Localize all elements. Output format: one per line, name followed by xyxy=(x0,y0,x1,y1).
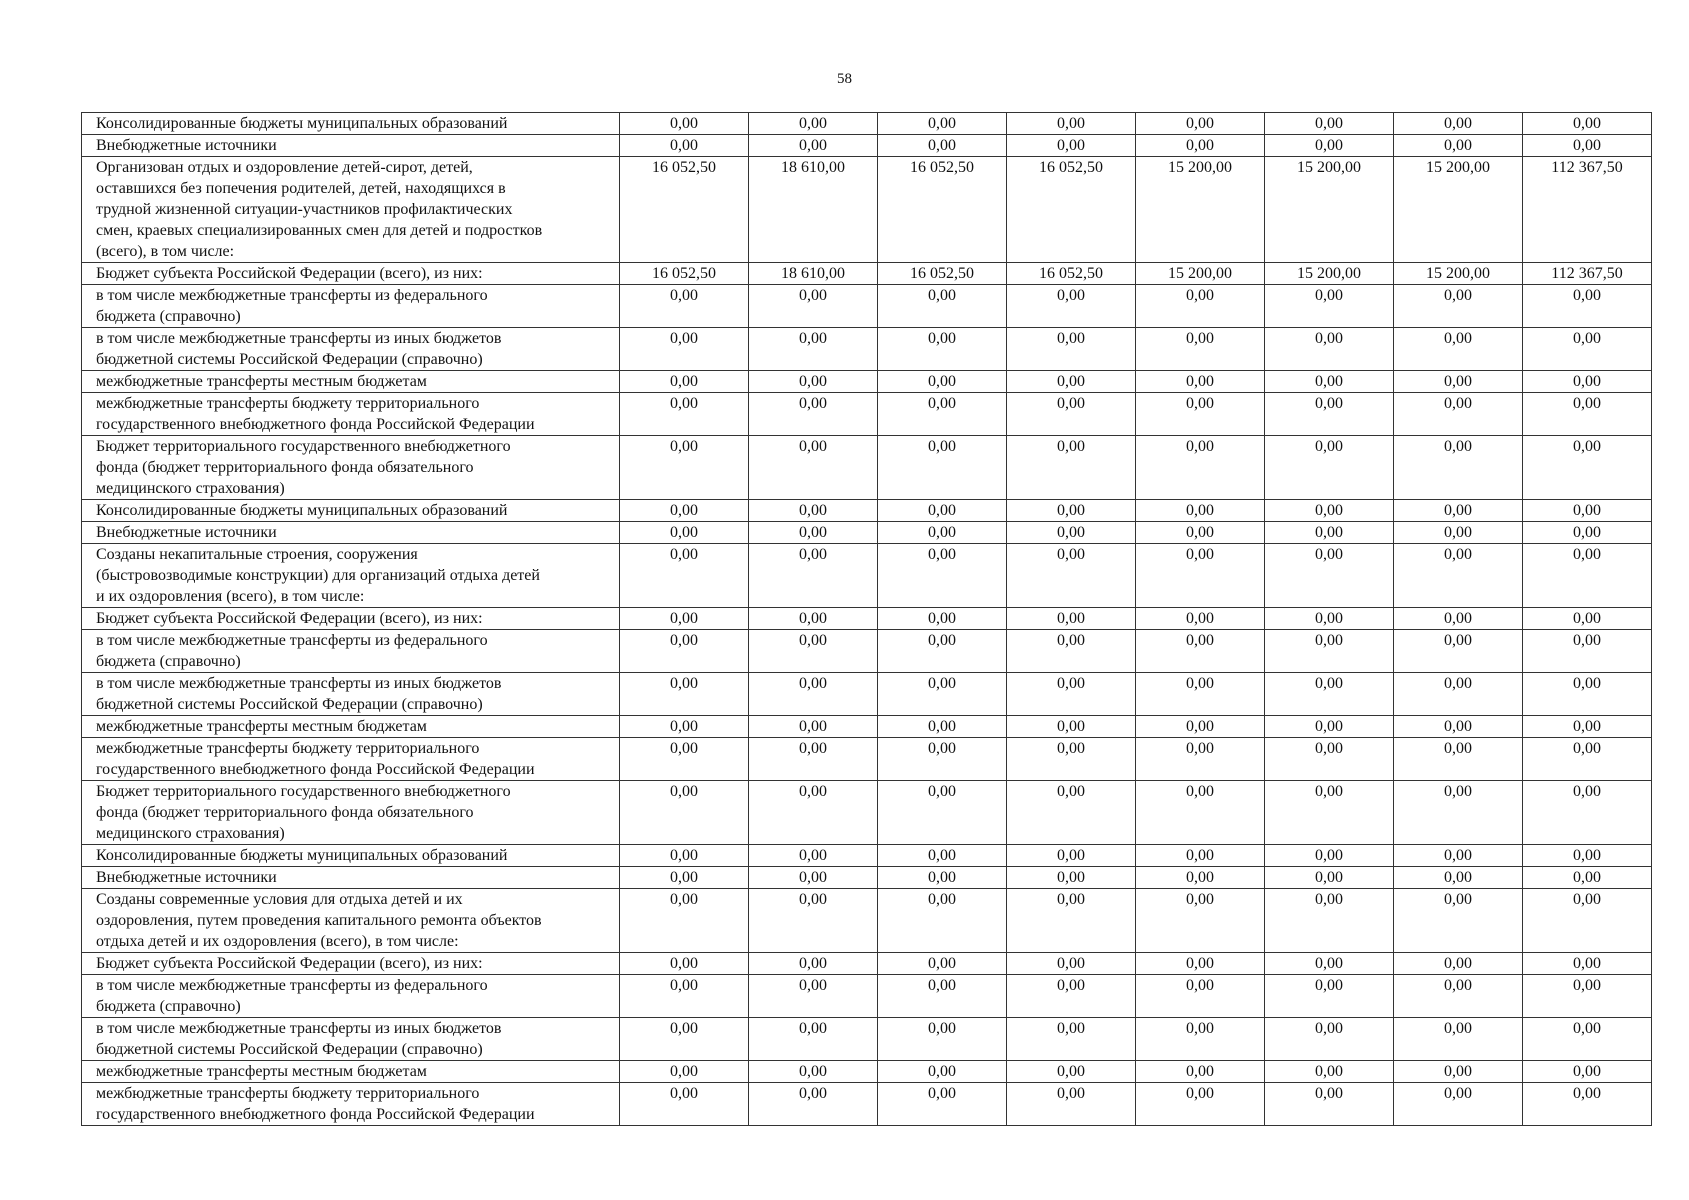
row-value: 0,00 xyxy=(1136,371,1265,393)
row-value: 0,00 xyxy=(1136,113,1265,135)
row-value: 0,00 xyxy=(1007,716,1136,738)
row-label: в том числе межбюджетные трансферты из федерального бюджета (справочно) xyxy=(82,975,620,1018)
row-value: 15 200,00 xyxy=(1394,157,1523,263)
table-row xyxy=(82,371,1652,393)
row-value: 0,00 xyxy=(878,608,1007,630)
row-value: 0,00 xyxy=(620,867,749,889)
row-value: 0,00 xyxy=(620,328,749,371)
row-value: 0,00 xyxy=(1394,436,1523,500)
row-value: 0,00 xyxy=(878,328,1007,371)
row-value: 15 200,00 xyxy=(1265,263,1394,285)
row-value: 0,00 xyxy=(1523,436,1652,500)
table-row xyxy=(82,544,1652,608)
row-label: Консолидированные бюджеты муниципальных образований xyxy=(82,845,620,867)
budget-table-body xyxy=(82,113,1652,1126)
row-value: 18 610,00 xyxy=(749,263,878,285)
table-row xyxy=(82,738,1652,781)
row-value: 0,00 xyxy=(878,1018,1007,1061)
row-value: 0,00 xyxy=(749,716,878,738)
row-value: 0,00 xyxy=(1265,371,1394,393)
row-value: 0,00 xyxy=(1136,135,1265,157)
row-value: 0,00 xyxy=(1523,371,1652,393)
row-value: 0,00 xyxy=(1523,1061,1652,1083)
row-value: 0,00 xyxy=(1523,781,1652,845)
row-value: 0,00 xyxy=(1265,135,1394,157)
row-value: 0,00 xyxy=(749,522,878,544)
row-label: в том числе межбюджетные трансферты из иных бюджетов бюджетной системы Российской Федерации (справочно) xyxy=(82,1018,620,1061)
row-value: 0,00 xyxy=(1007,522,1136,544)
row-value: 0,00 xyxy=(1394,285,1523,328)
row-value: 0,00 xyxy=(1523,845,1652,867)
row-value: 0,00 xyxy=(620,953,749,975)
row-value: 0,00 xyxy=(1523,630,1652,673)
row-value: 15 200,00 xyxy=(1394,263,1523,285)
row-value: 0,00 xyxy=(1394,393,1523,436)
row-value: 0,00 xyxy=(1136,285,1265,328)
row-value: 0,00 xyxy=(878,716,1007,738)
row-value: 0,00 xyxy=(1007,113,1136,135)
row-value: 0,00 xyxy=(620,500,749,522)
table-row xyxy=(82,1018,1652,1061)
row-value: 0,00 xyxy=(1394,135,1523,157)
row-label: в том числе межбюджетные трансферты из иных бюджетов бюджетной системы Российской Федерации (справочно) xyxy=(82,673,620,716)
row-value: 0,00 xyxy=(1265,1061,1394,1083)
row-value: 0,00 xyxy=(1265,630,1394,673)
row-value: 0,00 xyxy=(1523,500,1652,522)
row-value: 0,00 xyxy=(1007,889,1136,953)
row-label: межбюджетные трансферты бюджету территориального государственного внебюджетного фонда Российской Федерации xyxy=(82,1083,620,1126)
row-value: 0,00 xyxy=(620,738,749,781)
table-row xyxy=(82,845,1652,867)
row-value: 0,00 xyxy=(1265,522,1394,544)
row-value: 0,00 xyxy=(620,285,749,328)
row-value: 0,00 xyxy=(1007,781,1136,845)
row-value: 0,00 xyxy=(1136,500,1265,522)
table-row xyxy=(82,393,1652,436)
row-value: 0,00 xyxy=(1136,781,1265,845)
row-value: 0,00 xyxy=(1265,608,1394,630)
row-value: 0,00 xyxy=(620,113,749,135)
table-row xyxy=(82,716,1652,738)
row-value: 0,00 xyxy=(1136,867,1265,889)
row-value: 0,00 xyxy=(1136,393,1265,436)
row-value: 18 610,00 xyxy=(749,157,878,263)
row-value: 0,00 xyxy=(1136,1061,1265,1083)
table-row xyxy=(82,263,1652,285)
row-value: 0,00 xyxy=(1523,393,1652,436)
row-value: 0,00 xyxy=(1265,113,1394,135)
row-value: 0,00 xyxy=(878,1061,1007,1083)
row-label: в том числе межбюджетные трансферты из иных бюджетов бюджетной системы Российской Федерации (справочно) xyxy=(82,328,620,371)
row-value: 16 052,50 xyxy=(878,157,1007,263)
table-row xyxy=(82,608,1652,630)
row-value: 0,00 xyxy=(1265,673,1394,716)
row-value: 0,00 xyxy=(620,608,749,630)
row-value: 0,00 xyxy=(878,544,1007,608)
row-value: 0,00 xyxy=(1523,285,1652,328)
row-value: 0,00 xyxy=(749,1083,878,1126)
table-row xyxy=(82,1083,1652,1126)
row-value: 0,00 xyxy=(1394,781,1523,845)
row-value: 0,00 xyxy=(1394,889,1523,953)
row-value: 0,00 xyxy=(620,371,749,393)
row-value: 0,00 xyxy=(620,522,749,544)
table-row xyxy=(82,630,1652,673)
row-value: 0,00 xyxy=(1136,1018,1265,1061)
row-value: 0,00 xyxy=(620,1018,749,1061)
row-value: 0,00 xyxy=(1265,781,1394,845)
row-value: 0,00 xyxy=(1136,608,1265,630)
row-value: 0,00 xyxy=(620,1061,749,1083)
row-value: 0,00 xyxy=(1136,630,1265,673)
row-value: 0,00 xyxy=(1265,1083,1394,1126)
row-value: 0,00 xyxy=(749,113,878,135)
row-label: Бюджет территориального государственного внебюджетного фонда (бюджет территориального фонда обязательного медицинского страхования) xyxy=(82,436,620,500)
row-value: 0,00 xyxy=(1007,975,1136,1018)
row-value: 0,00 xyxy=(1523,135,1652,157)
row-value: 0,00 xyxy=(1007,328,1136,371)
row-value: 0,00 xyxy=(1136,328,1265,371)
row-value: 0,00 xyxy=(1523,544,1652,608)
row-value: 0,00 xyxy=(1265,393,1394,436)
row-value: 0,00 xyxy=(878,393,1007,436)
row-value: 0,00 xyxy=(878,1083,1007,1126)
row-value: 0,00 xyxy=(1007,393,1136,436)
row-value: 0,00 xyxy=(1265,867,1394,889)
row-label: в том числе межбюджетные трансферты из федерального бюджета (справочно) xyxy=(82,630,620,673)
table-row xyxy=(82,113,1652,135)
row-value: 0,00 xyxy=(1136,436,1265,500)
row-value: 0,00 xyxy=(1265,1018,1394,1061)
row-value: 0,00 xyxy=(749,630,878,673)
row-value: 0,00 xyxy=(1007,500,1136,522)
row-value: 0,00 xyxy=(1136,673,1265,716)
row-value: 112 367,50 xyxy=(1523,157,1652,263)
row-value: 0,00 xyxy=(749,608,878,630)
row-value: 0,00 xyxy=(1523,738,1652,781)
row-value: 0,00 xyxy=(749,1061,878,1083)
row-value: 0,00 xyxy=(1394,1061,1523,1083)
row-value: 0,00 xyxy=(1394,845,1523,867)
row-value: 0,00 xyxy=(1136,1083,1265,1126)
row-value: 16 052,50 xyxy=(1007,157,1136,263)
row-value: 0,00 xyxy=(749,500,878,522)
row-value: 0,00 xyxy=(878,867,1007,889)
row-value: 0,00 xyxy=(1394,500,1523,522)
row-value: 0,00 xyxy=(620,845,749,867)
row-value: 0,00 xyxy=(749,867,878,889)
row-label: Внебюджетные источники xyxy=(82,135,620,157)
row-value: 0,00 xyxy=(878,975,1007,1018)
row-value: 16 052,50 xyxy=(620,157,749,263)
table-row xyxy=(82,867,1652,889)
row-label: Бюджет субъекта Российской Федерации (всего), из них: xyxy=(82,953,620,975)
row-value: 0,00 xyxy=(1007,436,1136,500)
table-row xyxy=(82,328,1652,371)
row-label: межбюджетные трансферты местным бюджетам xyxy=(82,371,620,393)
row-value: 0,00 xyxy=(1394,522,1523,544)
budget-table xyxy=(81,112,1652,1126)
row-value: 0,00 xyxy=(1394,371,1523,393)
row-value: 0,00 xyxy=(1394,608,1523,630)
row-value: 0,00 xyxy=(878,673,1007,716)
row-value: 0,00 xyxy=(1523,975,1652,1018)
row-value: 0,00 xyxy=(749,544,878,608)
row-value: 0,00 xyxy=(1007,371,1136,393)
row-value: 0,00 xyxy=(878,522,1007,544)
row-value: 0,00 xyxy=(1007,608,1136,630)
table-row xyxy=(82,522,1652,544)
row-value: 0,00 xyxy=(1265,328,1394,371)
row-label: межбюджетные трансферты местным бюджетам xyxy=(82,1061,620,1083)
row-value: 0,00 xyxy=(1394,738,1523,781)
row-value: 0,00 xyxy=(878,630,1007,673)
row-value: 0,00 xyxy=(1007,285,1136,328)
row-value: 0,00 xyxy=(1523,608,1652,630)
row-label: Консолидированные бюджеты муниципальных образований xyxy=(82,500,620,522)
row-value: 0,00 xyxy=(878,135,1007,157)
table-row xyxy=(82,135,1652,157)
row-value: 0,00 xyxy=(1265,889,1394,953)
row-value: 0,00 xyxy=(620,544,749,608)
row-label: Бюджет субъекта Российской Федерации (всего), из них: xyxy=(82,263,620,285)
row-value: 0,00 xyxy=(1394,328,1523,371)
row-value: 0,00 xyxy=(1136,544,1265,608)
row-value: 0,00 xyxy=(1265,544,1394,608)
row-value: 0,00 xyxy=(1523,867,1652,889)
row-value: 0,00 xyxy=(1007,673,1136,716)
row-label: Внебюджетные источники xyxy=(82,867,620,889)
row-value: 0,00 xyxy=(878,500,1007,522)
table-row xyxy=(82,889,1652,953)
row-value: 0,00 xyxy=(878,953,1007,975)
table-row xyxy=(82,1061,1652,1083)
row-value: 0,00 xyxy=(620,673,749,716)
row-value: 0,00 xyxy=(1394,113,1523,135)
row-value: 0,00 xyxy=(620,889,749,953)
row-value: 0,00 xyxy=(1265,716,1394,738)
row-value: 0,00 xyxy=(1523,328,1652,371)
row-value: 15 200,00 xyxy=(1265,157,1394,263)
row-value: 0,00 xyxy=(1394,630,1523,673)
table-row xyxy=(82,953,1652,975)
row-value: 0,00 xyxy=(1007,1061,1136,1083)
table-row xyxy=(82,781,1652,845)
row-value: 0,00 xyxy=(620,1083,749,1126)
row-label: межбюджетные трансферты бюджету территориального государственного внебюджетного фонда Российской Федерации xyxy=(82,393,620,436)
row-value: 0,00 xyxy=(1136,953,1265,975)
table-row xyxy=(82,500,1652,522)
row-value: 0,00 xyxy=(1007,544,1136,608)
row-value: 0,00 xyxy=(1394,1018,1523,1061)
row-value: 0,00 xyxy=(1136,845,1265,867)
row-label: Созданы некапитальные строения, сооружения (быстровозводимые конструкции) для организаций отдыха детей и их оздоровления (всего), в том числе: xyxy=(82,544,620,608)
row-value: 0,00 xyxy=(1394,953,1523,975)
row-value: 0,00 xyxy=(1007,953,1136,975)
table-row xyxy=(82,673,1652,716)
row-value: 15 200,00 xyxy=(1136,263,1265,285)
row-value: 0,00 xyxy=(1394,867,1523,889)
row-label: Организован отдых и оздоровление детей-сирот, детей, оставшихся без попечения родителей, детей, находящихся в трудной жизненной ситуации-участников профилактических смен, краевых специализированных смен для детей и подростков (всего), в том числе: xyxy=(82,157,620,263)
row-value: 0,00 xyxy=(749,781,878,845)
row-value: 0,00 xyxy=(1007,135,1136,157)
table-row xyxy=(82,157,1652,263)
table-row xyxy=(82,285,1652,328)
row-value: 0,00 xyxy=(1523,113,1652,135)
row-value: 0,00 xyxy=(878,285,1007,328)
row-value: 0,00 xyxy=(1394,544,1523,608)
row-value: 0,00 xyxy=(878,113,1007,135)
row-label: Консолидированные бюджеты муниципальных образований xyxy=(82,113,620,135)
row-value: 0,00 xyxy=(620,393,749,436)
row-value: 0,00 xyxy=(620,630,749,673)
row-value: 0,00 xyxy=(1265,953,1394,975)
row-value: 0,00 xyxy=(749,738,878,781)
row-value: 0,00 xyxy=(1007,738,1136,781)
row-value: 0,00 xyxy=(1394,975,1523,1018)
row-value: 16 052,50 xyxy=(878,263,1007,285)
row-value: 0,00 xyxy=(1523,1018,1652,1061)
row-value: 0,00 xyxy=(1523,889,1652,953)
row-value: 0,00 xyxy=(749,328,878,371)
page-number: 58 xyxy=(837,71,852,87)
row-value: 0,00 xyxy=(1394,1083,1523,1126)
row-value: 0,00 xyxy=(749,371,878,393)
row-value: 0,00 xyxy=(749,1018,878,1061)
row-value: 0,00 xyxy=(1265,285,1394,328)
row-value: 0,00 xyxy=(1265,975,1394,1018)
row-value: 0,00 xyxy=(1394,716,1523,738)
row-value: 0,00 xyxy=(878,889,1007,953)
row-value: 0,00 xyxy=(1007,867,1136,889)
row-value: 0,00 xyxy=(1136,716,1265,738)
row-value: 0,00 xyxy=(749,845,878,867)
row-value: 0,00 xyxy=(1523,522,1652,544)
row-value: 0,00 xyxy=(1007,1018,1136,1061)
row-value: 16 052,50 xyxy=(620,263,749,285)
row-value: 0,00 xyxy=(1523,953,1652,975)
row-value: 0,00 xyxy=(749,135,878,157)
row-value: 0,00 xyxy=(1007,1083,1136,1126)
row-value: 0,00 xyxy=(1007,630,1136,673)
row-value: 0,00 xyxy=(1394,673,1523,716)
row-label: межбюджетные трансферты бюджету территориального государственного внебюджетного фонда Российской Федерации xyxy=(82,738,620,781)
row-value: 0,00 xyxy=(1265,436,1394,500)
row-value: 0,00 xyxy=(1136,522,1265,544)
row-label: Бюджет субъекта Российской Федерации (всего), из них: xyxy=(82,608,620,630)
row-value: 0,00 xyxy=(878,738,1007,781)
table-row xyxy=(82,975,1652,1018)
row-label: межбюджетные трансферты местным бюджетам xyxy=(82,716,620,738)
row-value: 0,00 xyxy=(749,285,878,328)
row-value: 0,00 xyxy=(1136,975,1265,1018)
row-value: 0,00 xyxy=(749,975,878,1018)
row-value: 0,00 xyxy=(749,889,878,953)
row-value: 0,00 xyxy=(878,845,1007,867)
row-label: Бюджет территориального государственного внебюджетного фонда (бюджет территориального фонда обязательного медицинского страхования) xyxy=(82,781,620,845)
row-label: Внебюджетные источники xyxy=(82,522,620,544)
row-value: 0,00 xyxy=(749,673,878,716)
row-value: 0,00 xyxy=(749,436,878,500)
row-label: в том числе межбюджетные трансферты из федерального бюджета (справочно) xyxy=(82,285,620,328)
row-value: 16 052,50 xyxy=(1007,263,1136,285)
row-value: 0,00 xyxy=(620,975,749,1018)
row-value: 0,00 xyxy=(749,393,878,436)
row-value: 0,00 xyxy=(620,135,749,157)
row-value: 0,00 xyxy=(1007,845,1136,867)
row-label: Созданы современные условия для отдыха детей и их оздоровления, путем проведения капитального ремонта объектов отдыха детей и их оздоровления (всего), в том числе: xyxy=(82,889,620,953)
row-value: 0,00 xyxy=(1265,845,1394,867)
row-value: 0,00 xyxy=(749,953,878,975)
row-value: 0,00 xyxy=(878,371,1007,393)
row-value: 0,00 xyxy=(1523,1083,1652,1126)
row-value: 0,00 xyxy=(1523,673,1652,716)
row-value: 0,00 xyxy=(1265,500,1394,522)
row-value: 0,00 xyxy=(620,716,749,738)
row-value: 0,00 xyxy=(878,436,1007,500)
row-value: 0,00 xyxy=(1136,889,1265,953)
row-value: 0,00 xyxy=(620,436,749,500)
row-value: 0,00 xyxy=(1265,738,1394,781)
row-value: 0,00 xyxy=(1523,716,1652,738)
row-value: 112 367,50 xyxy=(1523,263,1652,285)
row-value: 15 200,00 xyxy=(1136,157,1265,263)
row-value: 0,00 xyxy=(1136,738,1265,781)
table-row xyxy=(82,436,1652,500)
row-value: 0,00 xyxy=(620,781,749,845)
row-value: 0,00 xyxy=(878,781,1007,845)
